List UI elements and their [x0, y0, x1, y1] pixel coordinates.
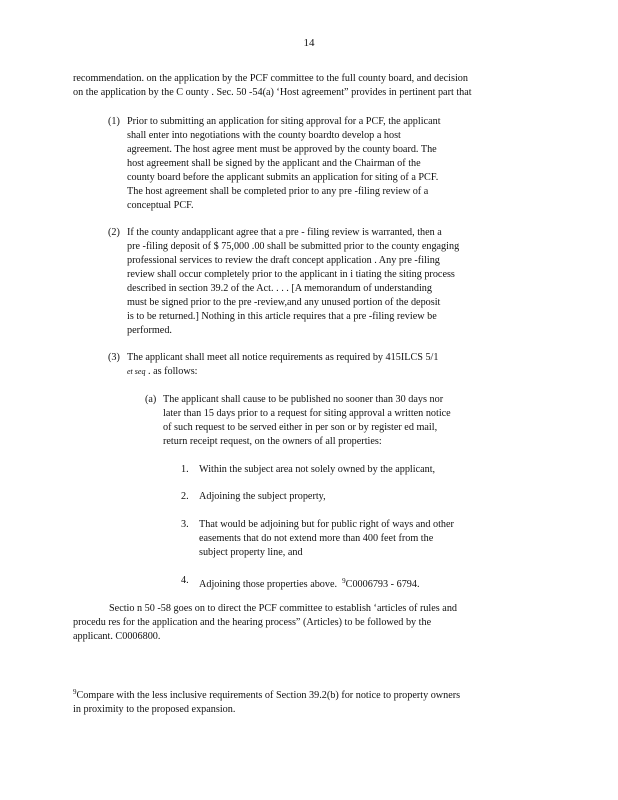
- intro-paragraph: [73, 72, 472, 100]
- subitem-2-number: 2.: [181, 491, 189, 502]
- item-2-line: pre -filing deposit of $ 75,000 .00 shall be submitted prior to the county engaging: [127, 241, 460, 252]
- subitem-4-line: [199, 574, 420, 592]
- subitem-1-number: 1.: [181, 464, 189, 475]
- footnote-mark: 9: [73, 688, 77, 696]
- item-a-line: return receipt request, on the owners of all properties:: [163, 436, 382, 447]
- item-1-line: agreement. The host agree ment must be approved by the county board. The: [127, 144, 437, 155]
- item-2-line: performed.: [127, 325, 172, 336]
- subitem-3: [199, 518, 454, 560]
- item-1-line: shall enter into negotiations with the county boardto develop a host: [127, 130, 401, 141]
- subitem-line: subject property line, and: [199, 547, 303, 558]
- intro-line: on the application by the C ounty . Sec. 50 -54(a) ‘Host agreement” provides in pertinent part that: [73, 87, 472, 98]
- item-2-line: must be signed prior to the pre -review,and any unused portion of the deposit: [127, 297, 441, 308]
- item-3-line-2-rest: . as follows:: [145, 366, 198, 377]
- item-a-marker: (a): [145, 394, 157, 405]
- closing-line: procedu res for the application and the hearing process” (Articles) to be followed by the: [73, 617, 432, 628]
- item-2-paragraph: [127, 226, 459, 338]
- item-1-line: county board before the applicant submits an application for siting of a PCF.: [127, 172, 439, 183]
- page-number: 14: [303, 37, 315, 49]
- item-2-line: If the county andapplicant agree that a pre - filing review is warranted, then a: [127, 227, 442, 238]
- footnote: [73, 685, 460, 717]
- item-2-line: is to be returned.] Nothing in this article requires that a pre -filing review be: [127, 311, 437, 322]
- item-2-line: described in section 39.2 of the Act. . . . [A memorandum of understanding: [127, 283, 432, 294]
- closing-line: applicant. C0006800.: [73, 631, 161, 642]
- item-a-line: later than 15 days prior to a request for siting approval a written notice: [163, 408, 451, 419]
- subitem-line: Within the subject area not solely owned by the applicant,: [199, 464, 436, 475]
- footnote-line-1: [73, 685, 460, 703]
- item-1-line: Prior to submitting an application for siting approval for a PCF, the applicant: [127, 116, 441, 127]
- item-1-line: The host agreement shall be completed prior to any pre -filing review of a: [127, 186, 429, 197]
- subitem-3-number: 3.: [181, 519, 189, 530]
- item-1-marker: (1): [108, 116, 120, 127]
- footnote-text: Compare with the less inclusive requirements of Section 39.2(b) for notice to property owners: [76, 690, 461, 701]
- item-2-line: professional services to review the draft concept application . Any pre -filing: [127, 255, 440, 266]
- subitem-line: Adjoining those properties above.: [199, 579, 338, 590]
- subitem-line: That would be adjoining but for public right of ways and other: [199, 519, 454, 530]
- intro-line: recommendation. on the application by the PCF committee to the full county board, and decision: [73, 73, 468, 84]
- subitem-1: [199, 463, 435, 477]
- closing-line: Sectio n 50 -58 goes on to direct the PCF committee to establish ‘articles of rules and: [109, 603, 458, 614]
- subitem-4-number: 4.: [181, 575, 189, 586]
- item-a-paragraph: [163, 393, 451, 449]
- subitem-2: [199, 490, 326, 504]
- citation: C0006793 - 6794.: [345, 579, 420, 590]
- item-3-line-2: [127, 365, 438, 379]
- footnote-line: in proximity to the proposed expansion.: [73, 704, 236, 715]
- item-1-paragraph: [127, 115, 441, 213]
- item-a-line: of such request to be served either in per son or by register ed mail,: [163, 422, 438, 433]
- subitem-line: Adjoining the subject property,: [199, 491, 326, 502]
- item-1-line: host agreement shall be signed by the applicant and the Chairman of the: [127, 158, 421, 169]
- item-2-marker: (2): [108, 227, 120, 238]
- item-3-line: The applicant shall meet all notice requirements as required by 415ILCS 5/1: [127, 352, 439, 363]
- closing-paragraph: [73, 602, 457, 644]
- item-3-marker: (3): [108, 352, 120, 363]
- subitem-4: [199, 574, 420, 592]
- et-seq-italic: et seq: [127, 367, 146, 376]
- item-2-line: review shall occur completely prior to the applicant in i tiating the siting process: [127, 269, 455, 280]
- item-a-line: The applicant shall cause to be published no sooner than 30 days nor: [163, 394, 444, 405]
- item-1-line: conceptual PCF.: [127, 200, 194, 211]
- item-3-paragraph: [127, 351, 438, 379]
- subitem-line: easements that do not extend more than 400 feet from the: [199, 533, 434, 544]
- footnote-reference: 9: [342, 577, 346, 585]
